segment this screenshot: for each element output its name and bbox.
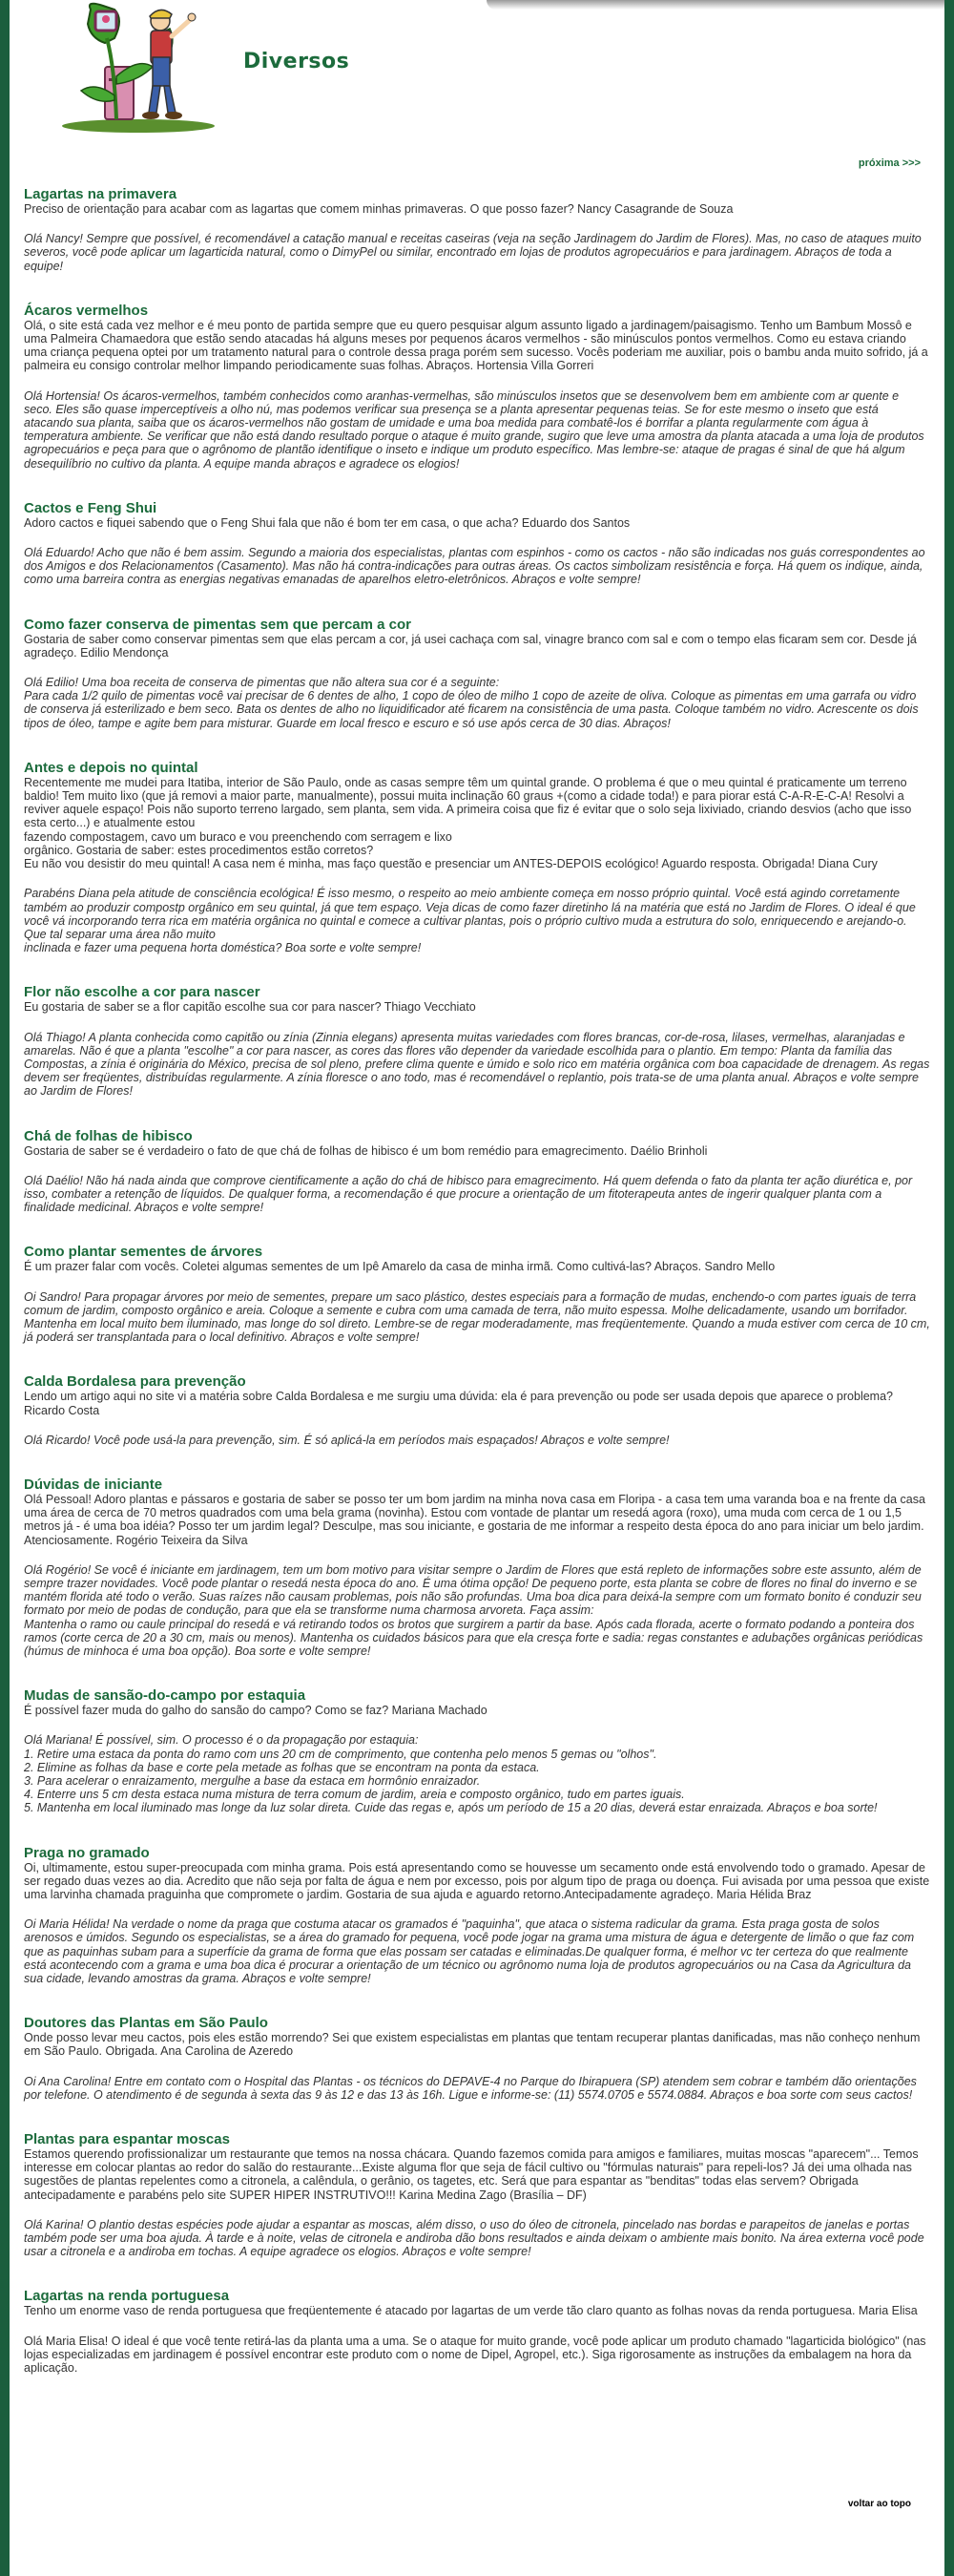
qa-question: Eu gostaria de saber se a flor capitão escolhe sua cor para nascer? Thiago Vecchiato <box>24 1000 476 1015</box>
header <box>10 0 944 134</box>
qa-question: Recentemente me mudei para Itatiba, interior de São Paulo, onde as casas sempre têm um quintal grande. O problema é que o meu quintal é praticamente um terreno baldio! Tem muito lixo (que já removi a maior parte, manualmente), possui muita inclinação 60 graus +(como a cidade toda!) e para piorar está C-A-R-E-C-A! Resolvi a reviver aquele espaço! Pois não suporto terreno largado, sem planta, sem vida. A primeira coisa que fiz é evitar que o solo seja lixiviado, criando desvios (acho que isso esta certo...) e atualmente estou fazendo compostagem, cavo um buraco e vou preenchendo com serragem e lixo orgânico. Gostaria de saber: estes procedimentos estão corretos? Eu não vou desistir do meu quintal! A casa nem é minha, mas faço questão e presenciar um ANTES-DEPOIS ecológico! Aguardo resposta. Obrigada! Diana Cury <box>24 775 912 871</box>
qa-item <box>24 760 930 954</box>
qa-title: Como plantar sementes de árvores <box>24 1244 263 1261</box>
qa-title: Mudas de sansão-do-campo por estaquia <box>24 1687 306 1705</box>
page-title: Diversos <box>243 50 350 73</box>
qa-title: Chá de folhas de hibisco <box>24 1127 193 1144</box>
qa-item <box>24 1845 930 1986</box>
qa-item <box>24 303 930 471</box>
qa-item <box>24 1373 930 1447</box>
back-to-top-link[interactable]: voltar ao topo <box>847 2499 911 2509</box>
qa-answer: Olá Karina! O plantio destas espécies pode ajudar a espantar as moscas, além disso, o uso do óleo de citronela, pincelado nas bordas e parapeitos de janelas e portas também pode ser uma boa ajuda. À tarde e à noite, velas de citronela e andiroba dão bons resultados e ainda deixam o ambiente mais bonito. Na área externa você pode usar a citronela e a andiroba em tochas. A equipe agradece os elogios. Abraços e volte sempre! <box>24 2217 924 2259</box>
qa-answer: Oi Maria Hélida! Na verdade o nome da praga que costuma atacar os gramados é "paquinha", que ataca o sistema radicular da grama. Esta praga gosta de solos arenosos e úmidos. Segundo os especialistas, se a área do gramado for pequena, você pode jogar na grama uma mistura de água e detergente de limão o que faz com que as paquinhas subam para a superfície da grama de forma que elas possam ser catadas e eliminadas.De qualquer forma, é melhor vc ter certeza do que realmente está acontecendo com a grama e uma boa dica é procurar a orientação de um técnico ou agrônomo numa loja de produtos agropecuários ou na Casa da Agricultura da sua cidade, levando amostras da grama. Abraços e volte sempre! <box>24 1917 915 1986</box>
qa-answer: Olá Rogério! Se você é iniciante em jardinagem, tem um bom motivo para visitar sempre o Jardim de Flores que está repleto de informações sobre este assunto, além de sempre trazer novidades. Você pode plantar o resedá nesta época do ano. É uma ótima opção! De pequeno porte, esta planta se cobre de flores no final do inverno e se mantém florida até todo o verão. Suas raízes não causam problemas, pois não são profundas. Uma boa dica para deixá-la sempre com um formato bonito é conduzir seu formato por meio de podas de condução, para que ela se transforme numa charmosa arvoreta. Faça assim: Mantenha o ramo ou caule principal do resedá e vá retirando todos os brotos que surgirem a partir da base. Após cada florada, acerte o formato podando a ponteira dos ramos (corte cerca de 20 a 30 cm, mais ou menos). Mantenha os cuidados básicos para que ela cresça forte e sadia: regas constantes e adubações orgânicas periódicas (húmus de minhoca é uma boa opção). Boa sorte e volte sempre! <box>24 1562 923 1658</box>
qa-answer: Olá Daélio! Não há nada ainda que comprove cientificamente a ação do chá de hibisco para emagrecimento. Há quem defenda o fato da planta ter ação diurética e, por isso, combater a retenção de líquidos. De qualquer forma, a recomendação é que procure a orientação de um fitoterapeuta antes de ingerir qualquer planta com a finalidade medicinal. Abraços e volte sempre! <box>24 1173 913 1215</box>
qa-item <box>24 1128 930 1215</box>
qa-title: Praga no gramado <box>24 1844 150 1861</box>
qa-answer: Olá Edilio! Uma boa receita de conserva de pimentas que não altera sua cor é a seguinte: Para cada 1/2 quilo de pimentas você vai precisar de 6 dentes de alho, 1 copo de óleo de milho 1 copo de azeite de oliva. Coloque as pimentas em uma garrafa ou vidro de conserva já esterilizado e bem seco. Bata os dentes de alho no liquidificador até ficarem na consistência de uma pasta. Coloque também no vidro. Acrescente os dois tipos de óleo, tampe e agite bem para misturar. Guarde em local fresco e escuro e só use após cerca de 30 dias. Abraços! <box>24 676 919 730</box>
qa-item <box>24 500 930 587</box>
qa-item <box>24 186 930 273</box>
next-page-link[interactable]: próxima >>> <box>858 157 921 169</box>
qa-question: Adoro cactos e fiquei sabendo que o Feng Shui fala que não é bom ter em casa, o que acha? Eduardo dos Santos <box>24 515 631 530</box>
qa-answer: Olá Hortensia! Os ácaros-vermelhos, também conhecidos como aranhas-vermelhas, são minúsculos insetos que se desenvolvem bem em ambiente com ar quente e seco. Eles são quase imperceptíveis a olho nú, mas podemos verificar sua presença se a planta apresentar pequenas teias. Se for este mesmo o inseto que está atacando sua planta, saiba que os ácaros-vermelhos não gostam de umidade e uma boa medida para combatê-los é borrifar a planta regularmente com água à temperatura ambiente. Se verificar que não está dando resultado porque o ataque é muito grande, sugiro que leve uma amostra da planta atacada a uma loja de produtos agropecuários e peça para que o agrônomo de plantão identifique o inseto e indique um produto específico. Mas lembre-se: ataque de pragas é sinal de que há algum desequilíbrio no cultivo da planta. A equipe manda abraços e agradece os elogios! <box>24 388 924 471</box>
qa-answer: Oi Sandro! Para propagar árvores por meio de sementes, prepare um saco plástico, destes especiais para a formação de mudas, enchendo-o com partes iguais de terra comum de jardim, composto orgânico e areia. Coloque a semente e cubra com uma camada de terra, não muito espessa. Molhe delicadamente, usando um borrifador. Mantenha em local muito bem iluminado, mas longe do sol direto. Lembre-se de regar moderadamente, mas freqüentemente. Quando a muda estiver com cerca de 10 cm, já poderá ser transplantada para o local definitivo. Abraços e volte sempre! <box>24 1289 930 1345</box>
qa-title: Calda Bordalesa para prevenção <box>24 1373 246 1391</box>
qa-item <box>24 2288 930 2375</box>
qa-title: Ácaros vermelhos <box>24 302 149 319</box>
qa-question: Olá, o site está cada vez melhor e é meu ponto de partida sempre que eu quero pesquisar algum assunto ligado a jardinagem/paisagismo. Tenho um Bambum Mossô e uma Palmeira Chamaedora que estão sendo atacadas há alguns meses por pequenos ácaros vermelhos - são minúsculos pontos vermelhos. Como eu estava criando uma criança pequena optei por um tratamento natural para o controle dessa praga porém sem sucesso. Vocês poderiam me auxiliar, pois o bambu anda muito sofrido, já a palmeira eu consigo controlar melhor limpando periodicamente suas folhas. Abraços. Hortensia Villa Gorreri <box>24 318 928 373</box>
qa-item <box>24 2015 930 2102</box>
qa-item <box>24 984 930 1098</box>
qa-question: Gostaria de saber se é verdadeiro o fato de que chá de folhas de hibisco é um bom remédio para emagrecimento. Daélio Brinholi <box>24 1143 708 1158</box>
qa-answer: Parabéns Diana pela atitude de consciência ecológica! É isso mesmo, o respeito ao meio ambiente começa em nosso próprio quintal. Você está agindo corretamente também ao produzir compostp orgânico em seu quintal, já que tem espaço. Veja dicas de como fazer diretinho lá na matéria que está no Jardim de Flores. O ideal é que você vá incorporando terra rica em matéria orgânica no quintal e comece a cultivar plantas, pois o próprio cultivo muda a estrutura do solo, enriquecendo e arejando-o. Que tal separar uma área não muito inclinada e fazer uma pequena horta doméstica? Boa sorte e volte sempre! <box>24 887 916 955</box>
qa-question: Oi, ultimamente, estou super-preocupada com minha grama. Pois está apresentando como se houvesse um secamento onde está envolvendo todo o gramado. Apesar de ser regado duas vezes ao dia. Acredito que não seja por falta de água e nem por excesso, pois por algum tipo de praga ou doença. Fui avisada por uma pessoa que existe uma larvinha chamada praguinha que compromete o jardim. Gostaria de sua ajuda e aguardo retorno.Antecipadamente agradeço. Maria Hélida Braz <box>24 1860 930 1902</box>
header-shadow <box>487 0 944 10</box>
qa-list <box>24 186 930 2404</box>
qa-item <box>24 1687 930 1814</box>
qa-item <box>24 1476 930 1658</box>
qa-title: Flor não escolhe a cor para nascer <box>24 984 260 1001</box>
qa-answer: Oi Ana Carolina! Entre em contato com o Hospital das Plantas - os técnicos do DEPAVE-4 no Parque do Ibirapuera (SP) atendem sem cobrar e também dão orientações por telefone. O atendimento é de segunda à sexta das 9 às 12 e das 13 às 16h. Ligue e informe-se: (11) 5574.0705 e 5574.0884. Abraços e boa sorte com seus cactos! <box>24 2074 917 2102</box>
qa-answer: Olá Mariana! É possível, sim. O processo é o da propagação por estaquia: 1. Retire uma estaca da ponta do ramo com uns 20 cm de comprimento, que contenha pelo menos 5 gemas ou "olhos". 2. Elimine as folhas da base e corte pela metade as folhas que se encontram na ponta da estaca. 3. Para acelerar o enraizamento, mergulhe a base da estaca em hormônio enraizador. 4. Enterre uns 5 cm desta estaca numa mistura de terra comum de jardim, areia e composto orgânico, tudo em partes iguais. 5. Mantenha em local iluminado mas longe da luz solar direta. Cuide das regas e, após um período de 15 a 20 dias, deverá estar enraizada. Abraços e boa sorte! <box>24 1733 878 1815</box>
qa-title: Plantas para espantar moscas <box>24 2131 230 2148</box>
qa-title: Cactos e Feng Shui <box>24 499 157 516</box>
qa-answer: Olá Ricardo! Você pode usá-la para prevenção, sim. É só aplicá-la em períodos mais espaçados! Abraços e volte sempre! <box>24 1433 670 1447</box>
qa-question: Lendo um artigo aqui no site vi a matéria sobre Calda Bordalesa e me surgiu uma dúvida: ela é para prevenção ou pode ser usada depois que aparece o problema? Ricardo Costa <box>24 1390 893 1417</box>
qa-answer: Olá Nancy! Sempre que possível, é recomendável a catação manual e receitas caseiras (veja na seção Jardinagem do Jardim de Flores). Mas, no caso de ataques muito severos, você pode aplicar um lagarticida natural, como o DimyPel ou similar, encontrado em lojas de produtos agropecuários e para jardinagem. Abraços de toda a equipe! <box>24 232 922 273</box>
qa-answer: Olá Eduardo! Acho que não é bem assim. Segundo a maioria dos especialistas, plantas com espinhos - como os cactos - não são indicadas nos guás correspondentes ao dos Amigos e dos Relacionamentos (Casamento). Mas não há contra-indicações para outras áreas. Os cactos simbolizam resistência e força. Há quem os indique, ainda, como uma barreira contra as energias negativas emanadas de aparelhos eletro-eletrônicos. Abraços e volte sempre! <box>24 546 925 587</box>
qa-question: Olá Pessoal! Adoro plantas e pássaros e gostaria de saber se posso ter um bom jardim na minha nova casa em Floripa - a casa tem uma varanda boa e na frente da casa uma área de cerca de 70 metros quadrados com uma bela grama (novinha). Estou com vontade de plantar um resedá agora (roxo), uma muda com cerca de 1 ou 1,5 metros já - é uma boa idéia? Posso ter um jardim legal? Desculpe, mas sou iniciante, e gostaria de me informar a respeito desta época do ano para iniciar um belo jardim. Atenciosamente. Rogério Teixeira da Silva <box>24 1492 925 1547</box>
qa-answer: Olá Maria Elisa! O ideal é que você tente retirá-las da planta uma a uma. Se o ataque for muito grande, você pode aplicar um produto chamado "lagarticida biológico" (nas lojas especializadas em jardinagem é possível encontrar este produto com o nome de Dipel, Agropel, etc.). Siga rigorosamente as instruções da embalagem na hora da aplicação. <box>24 2334 926 2376</box>
qa-question: Tenho um enorme vaso de renda portuguesa que freqüentemente é atacado por lagartas de um verde tão claro quanto as folhas novas da renda portuguesa. Maria Elisa <box>24 2304 918 2318</box>
qa-question: Gostaria de saber como conservar pimentas sem que elas percam a cor, já usei cachaça com sal, vinagre branco com sal e com o tempo elas ficaram sem cor. Desde já agradeço. Edilio Mendonça <box>24 632 917 660</box>
qa-title: Lagartas na primavera <box>24 186 177 202</box>
qa-title: Lagartas na renda portuguesa <box>24 2288 230 2305</box>
qa-question: É um prazer falar com vocês. Coletei algumas sementes de um Ipê Amarelo da casa de minha irmã. Como cultivá-las? Abraços. Sandro Mello <box>24 1260 776 1274</box>
qa-title: Como fazer conserva de pimentas sem que percam a cor <box>24 616 411 633</box>
qa-title: Dúvidas de iniciante <box>24 1476 163 1493</box>
qa-question: Onde posso levar meu cactos, pois eles estão morrendo? Sei que existem especialistas em plantas que tentam recuperar plantas danificadas, mas não conheço nenhum em São Paulo. Obrigada. Ana Carolina de Azeredo <box>24 2031 921 2059</box>
page <box>10 0 944 2576</box>
qa-answer: Olá Thiago! A planta conhecida como capitão ou zínia (Zinnia elegans) apresenta muitas variedades com flores brancas, cor-de-rosa, lilases, vermelhas, alaranjadas e amarelas. Não é que a planta "escolhe" a cor para nascer, as cores das flores vão depender da variedade escolhida para o plantio. Em tempo: Planta da família das Compostas, a zínia é originária do México, precisa de sol pleno, prefere clima quente e úmido e solo rico em matéria orgânica com boa capacidade de drenagem. As regas devem ser freqüentes, distribuídas regularmente. A zínia floresce o ano todo, mas é recomendável o replantio, pois trata-se de uma planta anual. Abraços e volte sempre ao Jardim de Flores! <box>24 1030 930 1099</box>
qa-title: Antes e depois no quintal <box>24 759 198 776</box>
gardener-mascot-logo <box>48 0 238 134</box>
qa-question: Preciso de orientação para acabar com as lagartas que comem minhas primaveras. O que posso fazer? Nancy Casagrande de Souza <box>24 202 734 216</box>
qa-question: É possível fazer muda do galho do sansão do campo? Como se faz? Mariana Machado <box>24 1704 487 1718</box>
qa-item <box>24 617 930 730</box>
qa-item <box>24 1244 930 1344</box>
qa-title: Doutores das Plantas em São Paulo <box>24 2015 268 2032</box>
qa-question: Estamos querendo profissionalizar um restaurante que temos na nossa chácara. Quando fazemos comida para amigos e familiares, muitas moscas "aparecem"... Temos interesse em colocar plantas ao redor do salão do restaurante...Existe alguma flor que seja de fácil cultivo ou "fórmulas naturais" para repeli-los? Já dei uma olhada nas sugestões de plantas repelentes como a citronela, a calêndula, o gerânio, os tagetes, etc. Será que para espantar as "benditas" todas elas servem? Obrigada antecipadamente e parabéns pelo site SUPER HIPER INSTRUTIVO!!! Karina Medina Zago (Brasília – DF) <box>24 2147 919 2202</box>
qa-item <box>24 2131 930 2258</box>
